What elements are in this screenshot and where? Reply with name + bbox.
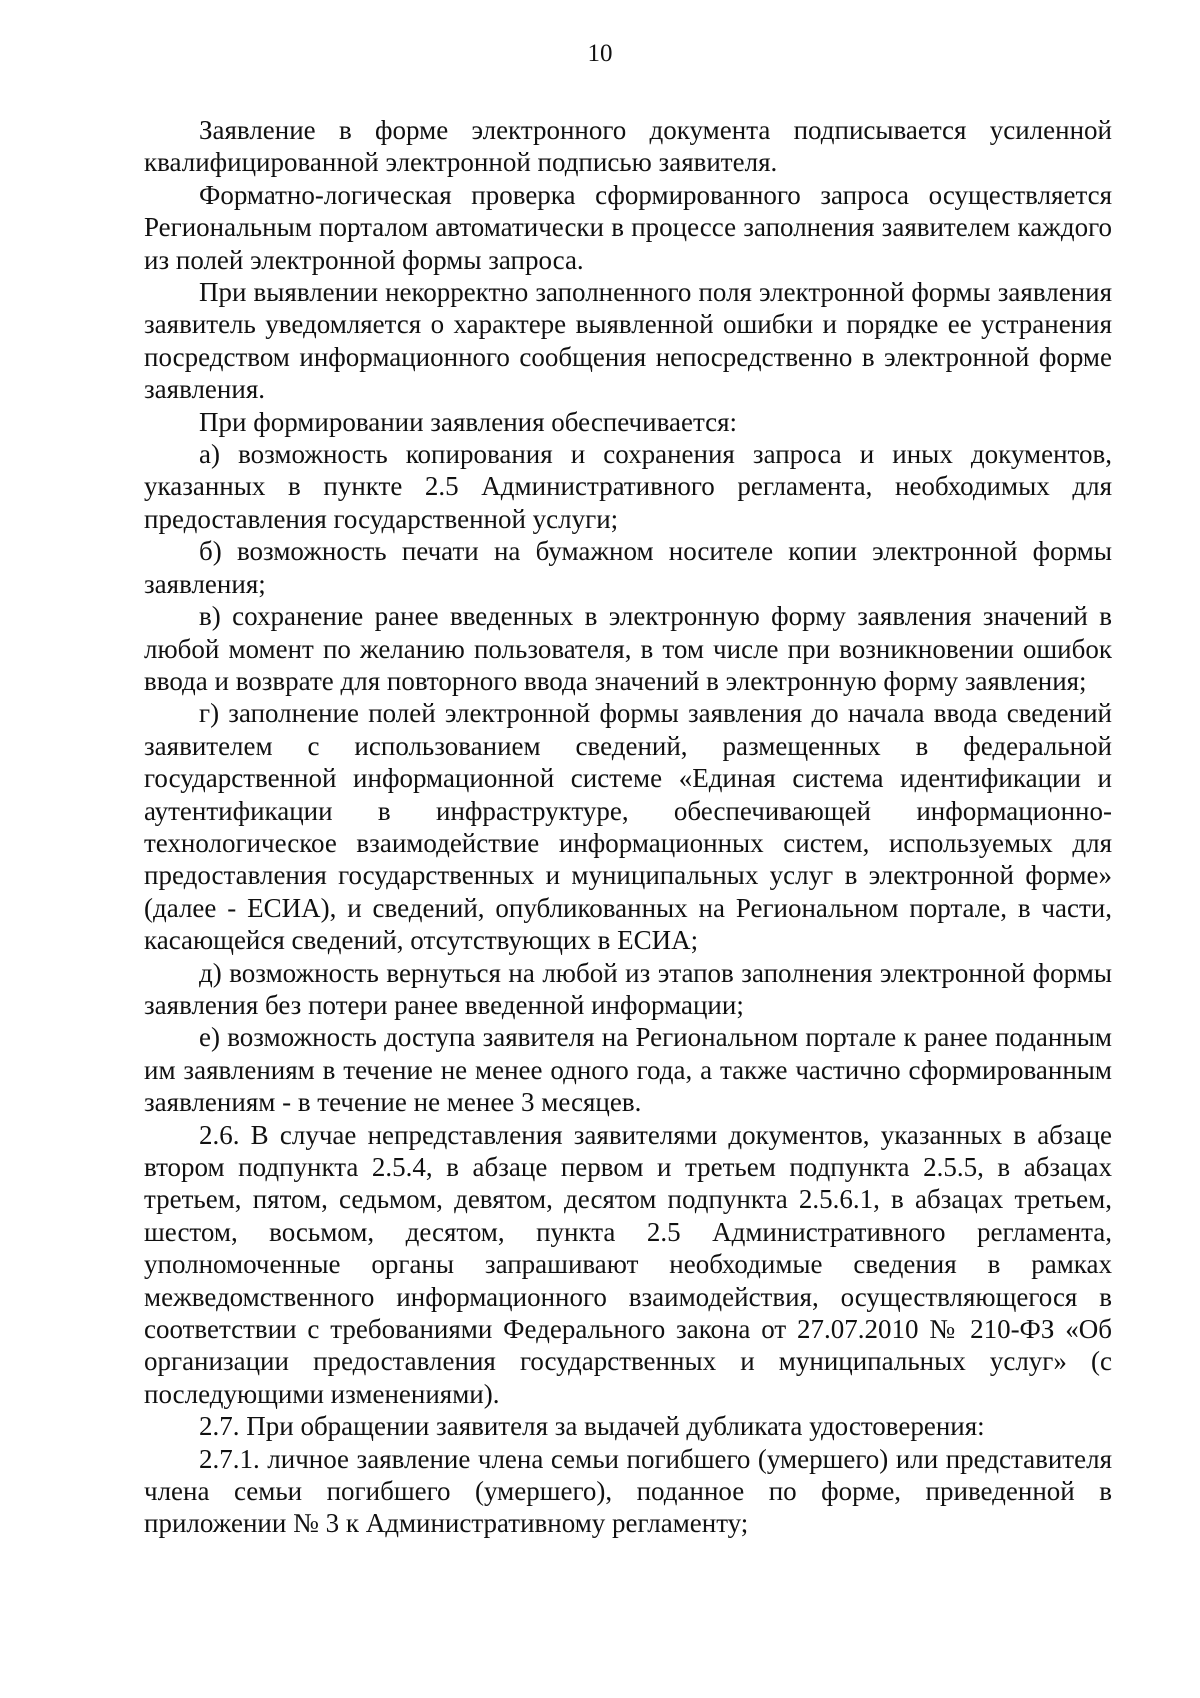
list-item-g: г) заполнение полей электронной формы заявления до начала ввода сведений заявителем с использованием сведений, размещенных в федеральной государственной информационной системе «Единая система идентификации и аутентификации в инфраструктуре, обеспечивающей информационно-технологическое взаимодействие информационных систем, используемых для предоставления государственных и муниципальных услуг в электронной форме» (далее - ЕСИА), и сведений, опубликованных на Региональном портале, в части, касающейся сведений, отсутствующих в ЕСИА; xyxy=(144,698,1112,956)
document-body xyxy=(144,114,1112,1540)
list-item-v: в) сохранение ранее введенных в электронную форму заявления значений в любой момент по желанию пользователя, в том числе при возникновении ошибок ввода и возврате для повторного ввода значений в электронную форму заявления; xyxy=(144,601,1112,696)
section-2-6: 2.6. В случае непредставления заявителями документов, указанных в абзаце втором подпункта 2.5.4, в абзаце первом и третьем подпункта 2.5.5, в абзацах третьем, пятом, седьмом, девятом, десятом подпункта 2.5.6.1, в абзацах третьем, шестом, восьмом, десятом, пункта 2.5 Административного регламента, уполномоченные органы запрашивают необходимые сведения в рамках межведомственного информационного взаимодействия, осуществляющегося в соответствии с требованиями Федерального закона от 27.07.2010 № 210-ФЗ «Об организации предоставления государственных и муниципальных услуг» (с последующими изменениями). xyxy=(144,1119,1112,1409)
paragraph-format-check: Форматно-логическая проверка сформированного запроса осуществляется Региональным порталом автоматически в процессе заполнения заявителем каждого из полей электронной формы запроса. xyxy=(144,179,1112,275)
section-2-7: 2.7. При обращении заявителя за выдачей дубликата удостоверения: xyxy=(199,1411,985,1442)
section-2-7-1: 2.7.1. личное заявление члена семьи погибшего (умершего) или представителя члена семьи погибшего (умершего), поданное по форме, приведенной в приложении № 3 к Административному регламенту; xyxy=(144,1443,1112,1539)
paragraph-form-provisions-intro: При формировании заявления обеспечивается: xyxy=(199,406,737,437)
paragraph-error-notification: При выявлении некорректно заполненного поля электронной формы заявления заявитель уведомляется о характере выявленной ошибки и порядке ее устранения посредством информационного сообщения непосредственно в электронной форме заявления. xyxy=(144,277,1112,405)
list-item-e: е) возможность доступа заявителя на Региональном портале к ранее поданным им заявлениям в течение не менее одного года, а также частично сформированным заявлениям - в течение не менее 3 месяцев. xyxy=(144,1022,1112,1118)
paragraph-signature: Заявление в форме электронного документа подписывается усиленной квалифицированной электронной подписью заявителя. xyxy=(144,115,1112,178)
list-item-d: д) возможность вернуться на любой из этапов заполнения электронной формы заявления без потери ранее введенной информации; xyxy=(144,957,1112,1020)
page-number: 10 xyxy=(587,40,613,67)
list-item-a: а) возможность копирования и сохранения запроса и иных документов, указанных в пункте 2.5 Административного регламента, необходимых для предоставления государственной услуги; xyxy=(144,439,1112,534)
list-item-b: б) возможность печати на бумажном носителе копии электронной формы заявления; xyxy=(144,536,1112,599)
